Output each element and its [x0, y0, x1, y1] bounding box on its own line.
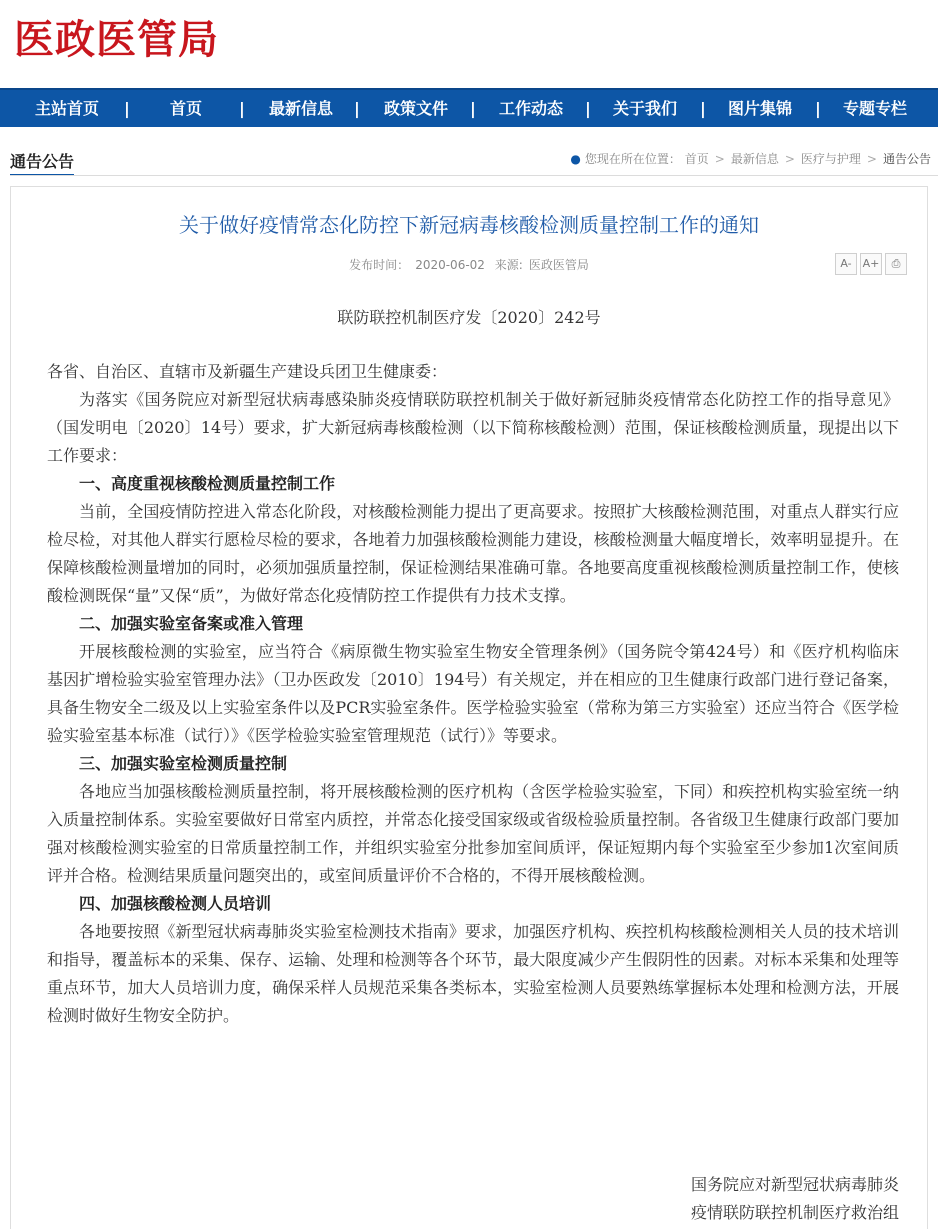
location-bar [0, 127, 938, 175]
nav-separator: | [470, 99, 476, 118]
article-body [47, 358, 899, 1030]
salutation: 各省、自治区、直辖市及新疆生产建设兵团卫生健康委： [47, 362, 448, 381]
nav-separator: | [239, 99, 245, 118]
nav-item-work-updates[interactable]: 工作动态 [498, 99, 563, 118]
paragraph: 各地应当加强核酸检测质量控制，将开展核酸检测的医疗机构（含医学检验实验室，下同）和疾控机构实验室统一纳入质量控制体系。实验室要做好日常室内质控，并常态化接受国家级或省级检验质量控制。各省级卫生健康行政部门要加强对核酸检测实验室的日常质量控制工作，并组织实验室分批参加室间质评，保证短期内每个实验室至少参加1次室间质评并合格。检测结果质量问题突出的，或室间质量评价不合格的，不得开展核酸检测。 [47, 782, 899, 885]
section-title: 通告公告 [10, 149, 74, 176]
paragraph: 开展核酸检测的实验室，应当符合《病原微生物实验室生物安全管理条例》（国务院令第424号）和《医疗机构临床基因扩增检验实验室管理办法》（卫办医政发〔2010〕194号）有关规定，并在相应的卫生健康行政部门进行登记备案，具备生物安全二级及以上实验室条件以及PCR实验室条件。医学检验实验室（常称为第三方实验室）还应当符合《医学检验实验室基本标准（试行）》《医学检验实验室管理规范（试行）》等要求。 [47, 642, 899, 745]
signature-line: 国务院应对新型冠状病毒肺炎 [690, 1175, 899, 1194]
source-label: 来源: [494, 258, 523, 272]
paragraph: 当前，全国疫情防控进入常态化阶段，对核酸检测能力提出了更高要求。按照扩大核酸检测范围，对重点人群实行应检尽检，对其他人群实行愿检尽检的要求，各地着力加强核酸检测能力建设，核酸检测量大幅度增长，效率明显提升。在保障核酸检测量增加的同时，必须加强质量控制，保证检测结果准确可靠。各地要高度重视核酸检测质量控制工作，使核酸检测既保“量”又保“质”，为做好常态化疫情防控工作提供有力技术支撑。 [47, 502, 899, 605]
signature [691, 1171, 899, 1227]
location-pin-icon: ● [570, 152, 581, 166]
breadcrumb-item-latest-news[interactable]: 最新信息 [730, 152, 779, 166]
breadcrumb-item-medical-nursing[interactable]: 医疗与护理 [800, 152, 861, 166]
main-nav [0, 88, 938, 127]
publish-label: 发布时间： [349, 258, 410, 272]
breadcrumb-separator: > [784, 152, 795, 166]
breadcrumb [570, 150, 931, 167]
nav-item-special-topics[interactable]: 专题专栏 [842, 99, 907, 118]
document-number: 联防联控机制医疗发〔2020〕242号 [337, 308, 601, 327]
font-larger-button[interactable]: A+ [860, 253, 882, 275]
article-title: 关于做好疫情常态化防控下新冠病毒核酸检测质量控制工作的通知 [179, 213, 759, 237]
paragraph: 为落实《国务院应对新型冠状病毒感染肺炎疫情联防联控机制关于做好新冠肺炎疫情常态化防控工作的指导意见》（国发明电〔2020〕14号）要求，扩大新冠病毒核酸检测（以下简称核酸检测）范围，保证核酸检测质量，现提出以下工作要求： [47, 390, 899, 465]
print-icon[interactable]: ⎙ [885, 253, 907, 275]
site-header [0, 0, 938, 88]
source-value: 医政医管局 [528, 258, 589, 272]
divider [10, 175, 938, 176]
nav-separator: | [124, 99, 130, 118]
nav-separator: | [700, 99, 706, 118]
nav-separator: | [354, 99, 360, 118]
nav-item-policy-documents[interactable]: 政策文件 [383, 99, 448, 118]
article-meta [11, 256, 927, 273]
section-heading: 一、高度重视核酸检测质量控制工作 [79, 474, 336, 493]
nav-separator: | [815, 99, 821, 118]
nav-separator: | [585, 99, 591, 118]
breadcrumb-prefix: 您现在所在位置： [584, 152, 681, 166]
article-tools [832, 253, 907, 275]
breadcrumb-item-home[interactable]: 首页 [684, 152, 709, 166]
section-heading: 四、加强核酸检测人员培训 [79, 894, 272, 913]
site-logo[interactable]: 医政医管局 [14, 17, 219, 63]
article [10, 186, 928, 1229]
font-smaller-button[interactable]: A- [835, 253, 857, 275]
publish-date: 2020-06-02 [415, 258, 485, 272]
nav-item-photo-gallery[interactable]: 图片集锦 [727, 99, 792, 118]
section-heading: 三、加强实验室检测质量控制 [79, 754, 288, 773]
paragraph: 各地要按照《新型冠状病毒肺炎实验室检测技术指南》要求，加强医疗机构、疾控机构核酸检测相关人员的技术培训和指导，覆盖标本的采集、保存、运输、处理和检测等各个环节，最大限度减少产生假阴性的因素。对标本采集和处理等重点环节，加大人员培训力度，确保采样人员规范采集各类标本，实验室检测人员要熟练掌握标本处理和检测方法，开展检测时做好生物安全防护。 [47, 922, 899, 1025]
breadcrumb-item-notices[interactable]: 通告公告 [882, 152, 931, 166]
breadcrumb-separator: > [866, 152, 877, 166]
nav-item-latest-news[interactable]: 最新信息 [268, 99, 333, 118]
signature-line: 疫情联防联控机制医疗救治组 [690, 1203, 899, 1222]
nav-item-about-us[interactable]: 关于我们 [612, 99, 677, 118]
section-heading: 二、加强实验室备案或准入管理 [79, 614, 304, 633]
nav-item-home[interactable]: 首页 [169, 99, 202, 118]
nav-item-main-home[interactable]: 主站首页 [34, 99, 99, 118]
breadcrumb-separator: > [714, 152, 725, 166]
